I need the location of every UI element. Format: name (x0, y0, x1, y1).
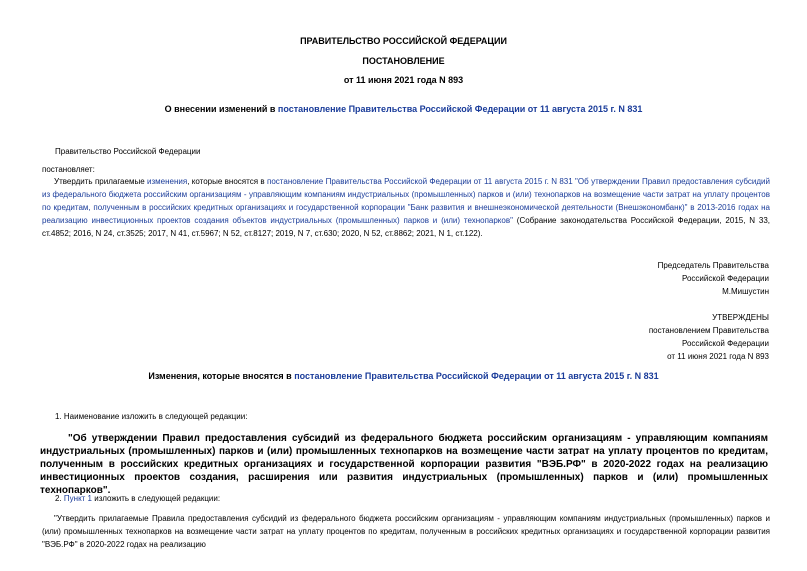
item2-quote: "Утвердить прилагаемые Правила предоставления субсидий из федерального бюджета российским организациям - управляющим компаниям индустриальных (промышленных) парков и (или) промышленных технопарков на возмещение части затрат на уплату процентов по кредитам, полученным в российских кредитных организациях и государственной корпорации развития "ВЭБ.РФ" в 2020-2022 годах на реализацию (42, 514, 770, 549)
p1-text-a: Утвердить прилагаемые (54, 177, 148, 186)
document-type: ПОСТАНОВЛЕНИЕ (362, 56, 445, 66)
changes-title (0, 371, 807, 381)
title-decree-link[interactable]: постановление Правительства Российской Федерации от 11 августа 2015 г. N 831 (277, 104, 643, 114)
approved-date: от 11 июня 2021 года N 893 (667, 352, 769, 361)
item1-text: 1. Наименование изложить в следующей редакции: (55, 412, 248, 421)
decree-831-link[interactable]: постановление Правительства Российской Федерации от 11 августа 2015 г. N 831 "Об утверждении Правил предоставления субсидий из федерального бюджета российским организациям - управляющим компаниям индустриальных (промышленных) парков и (или) технопарков на возмещение части затрат на уплату процентов по кредитам, полученным в российских кредитных организациях и государственной корпорации "Банк развития и внешнеэкономической деятельности (Внешэкономбанк)" в 2013-2016 годах на реализацию инвестиционных проектов создания объектов индустриальных (промышленных) парков и (или) технопарков" (42, 177, 770, 225)
approved-country: Российской Федерации (682, 339, 769, 348)
issuer: Правительство Российской Федерации (55, 147, 201, 156)
document-date: от 11 июня 2021 года N 893 (343, 75, 464, 85)
document-title (0, 104, 807, 114)
government-heading: ПРАВИТЕЛЬСТВО РОССИЙСКОЙ ФЕДЕРАЦИИ (300, 36, 507, 46)
changes-title-prefix: Изменения, которые вносятся в (148, 371, 295, 381)
signature-name: М.Мишустин (722, 287, 769, 296)
item2-point-link[interactable]: Пункт 1 (63, 494, 92, 503)
signature-country: Российской Федерации (682, 274, 769, 283)
title-prefix: О внесении изменений в (164, 104, 278, 114)
changes-link[interactable]: изменения (147, 177, 188, 186)
p1-text-c: (Собрание законодательства Российской Федерации, 2015, N 33, ст.4852; 2016, N 24, ст.3525; 2017, N 41, ст.5967; N 52, ст.8127; 2019, N 7, ст.630; 2020, N 52, ст.8862; 2021, N 1, ст.122). (42, 216, 770, 238)
main-paragraph (42, 175, 770, 240)
signature-block (520, 259, 769, 298)
item1-quote: "Об утверждении Правил предоставления субсидий из федерального бюджета российским организациям - управляющим компаниям индустриальных (промышленных) парков и (или) промышленных технопарков на возмещение части затрат на уплату процентов по кредитам, полученным в российских кредитных организациях и государственной корпорации развития "ВЭБ.РФ" в 2020-2022 годах на реализацию инвестиционных проектов создания, расширения или развития индустриальных (промышленных) парков и (или) промышленных технопарков". (40, 433, 768, 496)
p1-text-b: , которые вносятся в (187, 177, 268, 186)
approved-by: постановлением Правительства (648, 326, 769, 335)
item2-prefix: 2. (55, 494, 64, 503)
changes-title-link[interactable]: постановление Правительства Российской Федерации от 11 августа 2015 г. N 831 (294, 371, 659, 381)
approval-block (520, 311, 769, 363)
item2-text (55, 492, 220, 505)
item2-suffix: изложить в следующей редакции: (92, 494, 221, 503)
decree-word: постановляет: (42, 165, 95, 174)
signature-position: Председатель Правительства (657, 261, 769, 270)
approved-word: УТВЕРЖДЕНЫ (712, 313, 769, 322)
